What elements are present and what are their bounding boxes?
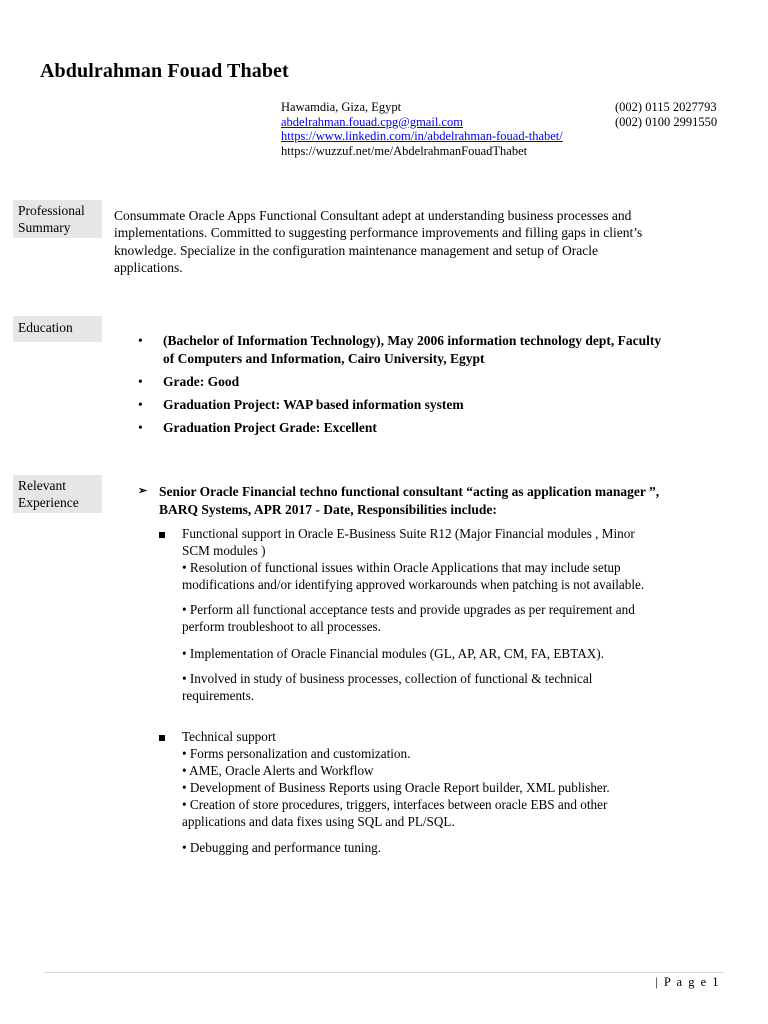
page-number: | P a g e 1 xyxy=(655,975,720,989)
email-link[interactable]: abdelrahman.fouad.cpg@gmail.com xyxy=(281,114,463,129)
technical-line-2: • Forms personalization and customization. xyxy=(182,746,411,761)
education-label: Education xyxy=(18,320,73,335)
functional-line-5: • Perform all functional acceptance tests and provide upgrades as per requirement and xyxy=(182,602,635,617)
resume-name: Abdulrahman Fouad Thabet xyxy=(40,60,289,82)
bullet-icon: • xyxy=(138,420,143,435)
functional-line-2: SCM modules ) xyxy=(182,543,266,558)
wuzzuf-url: https://wuzzuf.net/me/AbdelrahmanFouadThabet xyxy=(281,143,528,158)
functional-line-9: requirements. xyxy=(182,688,255,703)
functional-line-6: perform troubleshoot to all processes. xyxy=(182,619,381,634)
technical-line-4: • Development of Business Reports using Oracle Report builder, XML publisher. xyxy=(182,780,610,795)
phone-2: (002) 0100 2991550 xyxy=(615,114,718,129)
job-title-line-2: BARQ Systems, APR 2017 - Date, Responsibilities include: xyxy=(159,501,497,517)
bullet-icon: • xyxy=(138,374,143,389)
functional-line-7: • Implementation of Oracle Financial modules (GL, AP, AR, CM, FA, EBTAX). xyxy=(182,646,604,661)
functional-line-8: • Involved in study of business processes, collection of functional & technical xyxy=(182,671,593,686)
list-item xyxy=(135,396,745,414)
technical-line-6: applications and data fixes using SQL and PL/SQL. xyxy=(182,814,455,829)
summary-line-1: Consummate Oracle Apps Functional Consultant adept at understanding business processes and xyxy=(114,208,632,223)
technical-line-1: Technical support xyxy=(182,729,276,744)
degree-line-2: of Computers and Information, Cairo University, Egypt xyxy=(163,351,485,366)
phone-1: (002) 0115 2027793 xyxy=(615,100,717,114)
technical-support xyxy=(182,728,742,830)
functional-line-4: modifications and/or identifying approved workarounds when patching is not available. xyxy=(182,577,645,592)
square-bullet-icon xyxy=(159,532,165,538)
phone-numbers xyxy=(615,100,717,129)
summary-text xyxy=(114,207,734,276)
grade: Grade: Good xyxy=(163,374,240,389)
section-label-experience xyxy=(13,475,102,513)
functional-acceptance xyxy=(182,601,742,635)
summary-label-line2: Summary xyxy=(18,220,71,235)
arrow-bullet-icon: ➢ xyxy=(138,485,148,497)
contact-info xyxy=(281,100,563,158)
footer-divider xyxy=(44,972,724,973)
summary-line-4: applications. xyxy=(114,259,183,275)
graduation-project: Graduation Project: WAP based information system xyxy=(163,397,464,412)
experience-label-line1: Relevant xyxy=(18,478,66,493)
technical-line-7: • Debugging and performance tuning. xyxy=(182,840,382,855)
summary-line-2: implementations. Committed to suggesting performance improvements and filling gaps in client’s xyxy=(114,225,643,241)
summary-line-3: knowledge. Specialize in the configuration maintenance management and setup of Oracle xyxy=(114,242,598,258)
job-title xyxy=(138,483,748,518)
functional-implementation xyxy=(182,645,742,662)
bullet-icon: • xyxy=(138,397,143,412)
education-list xyxy=(135,332,745,442)
technical-debugging xyxy=(182,839,742,856)
list-item xyxy=(135,373,745,391)
experience-label-line2: Experience xyxy=(18,495,79,510)
summary-label-line1: Professional xyxy=(18,203,85,218)
functional-line-1: Functional support in Oracle E-Business Suite R12 (Major Financial modules , Minor xyxy=(182,526,635,541)
linkedin-link[interactable]: https://www.linkedin.com/in/abdelrahman-fouad-thabet/ xyxy=(281,129,563,143)
address: Hawamdia, Giza, Egypt xyxy=(281,100,402,114)
job-title-line-1: Senior Oracle Financial techno functional consultant “acting as application manager ”, xyxy=(159,484,660,499)
functional-support xyxy=(182,525,742,593)
square-bullet-icon xyxy=(159,735,165,741)
section-label-summary xyxy=(13,200,102,238)
functional-line-3: • Resolution of functional issues within Oracle Applications that may include setup xyxy=(182,560,621,575)
list-item xyxy=(135,419,745,437)
section-label-education xyxy=(13,316,102,342)
functional-study xyxy=(182,670,742,704)
technical-line-5: • Creation of store procedures, triggers, interfaces between oracle EBS and other xyxy=(182,797,608,812)
list-item xyxy=(135,332,745,368)
technical-line-3: • AME, Oracle Alerts and Workflow xyxy=(182,763,374,778)
graduation-project-grade: Graduation Project Grade: Excellent xyxy=(163,420,377,435)
degree-line-1: (Bachelor of Information Technology), May 2006 information technology dept, Faculty xyxy=(163,333,662,348)
bullet-icon: • xyxy=(138,333,143,348)
